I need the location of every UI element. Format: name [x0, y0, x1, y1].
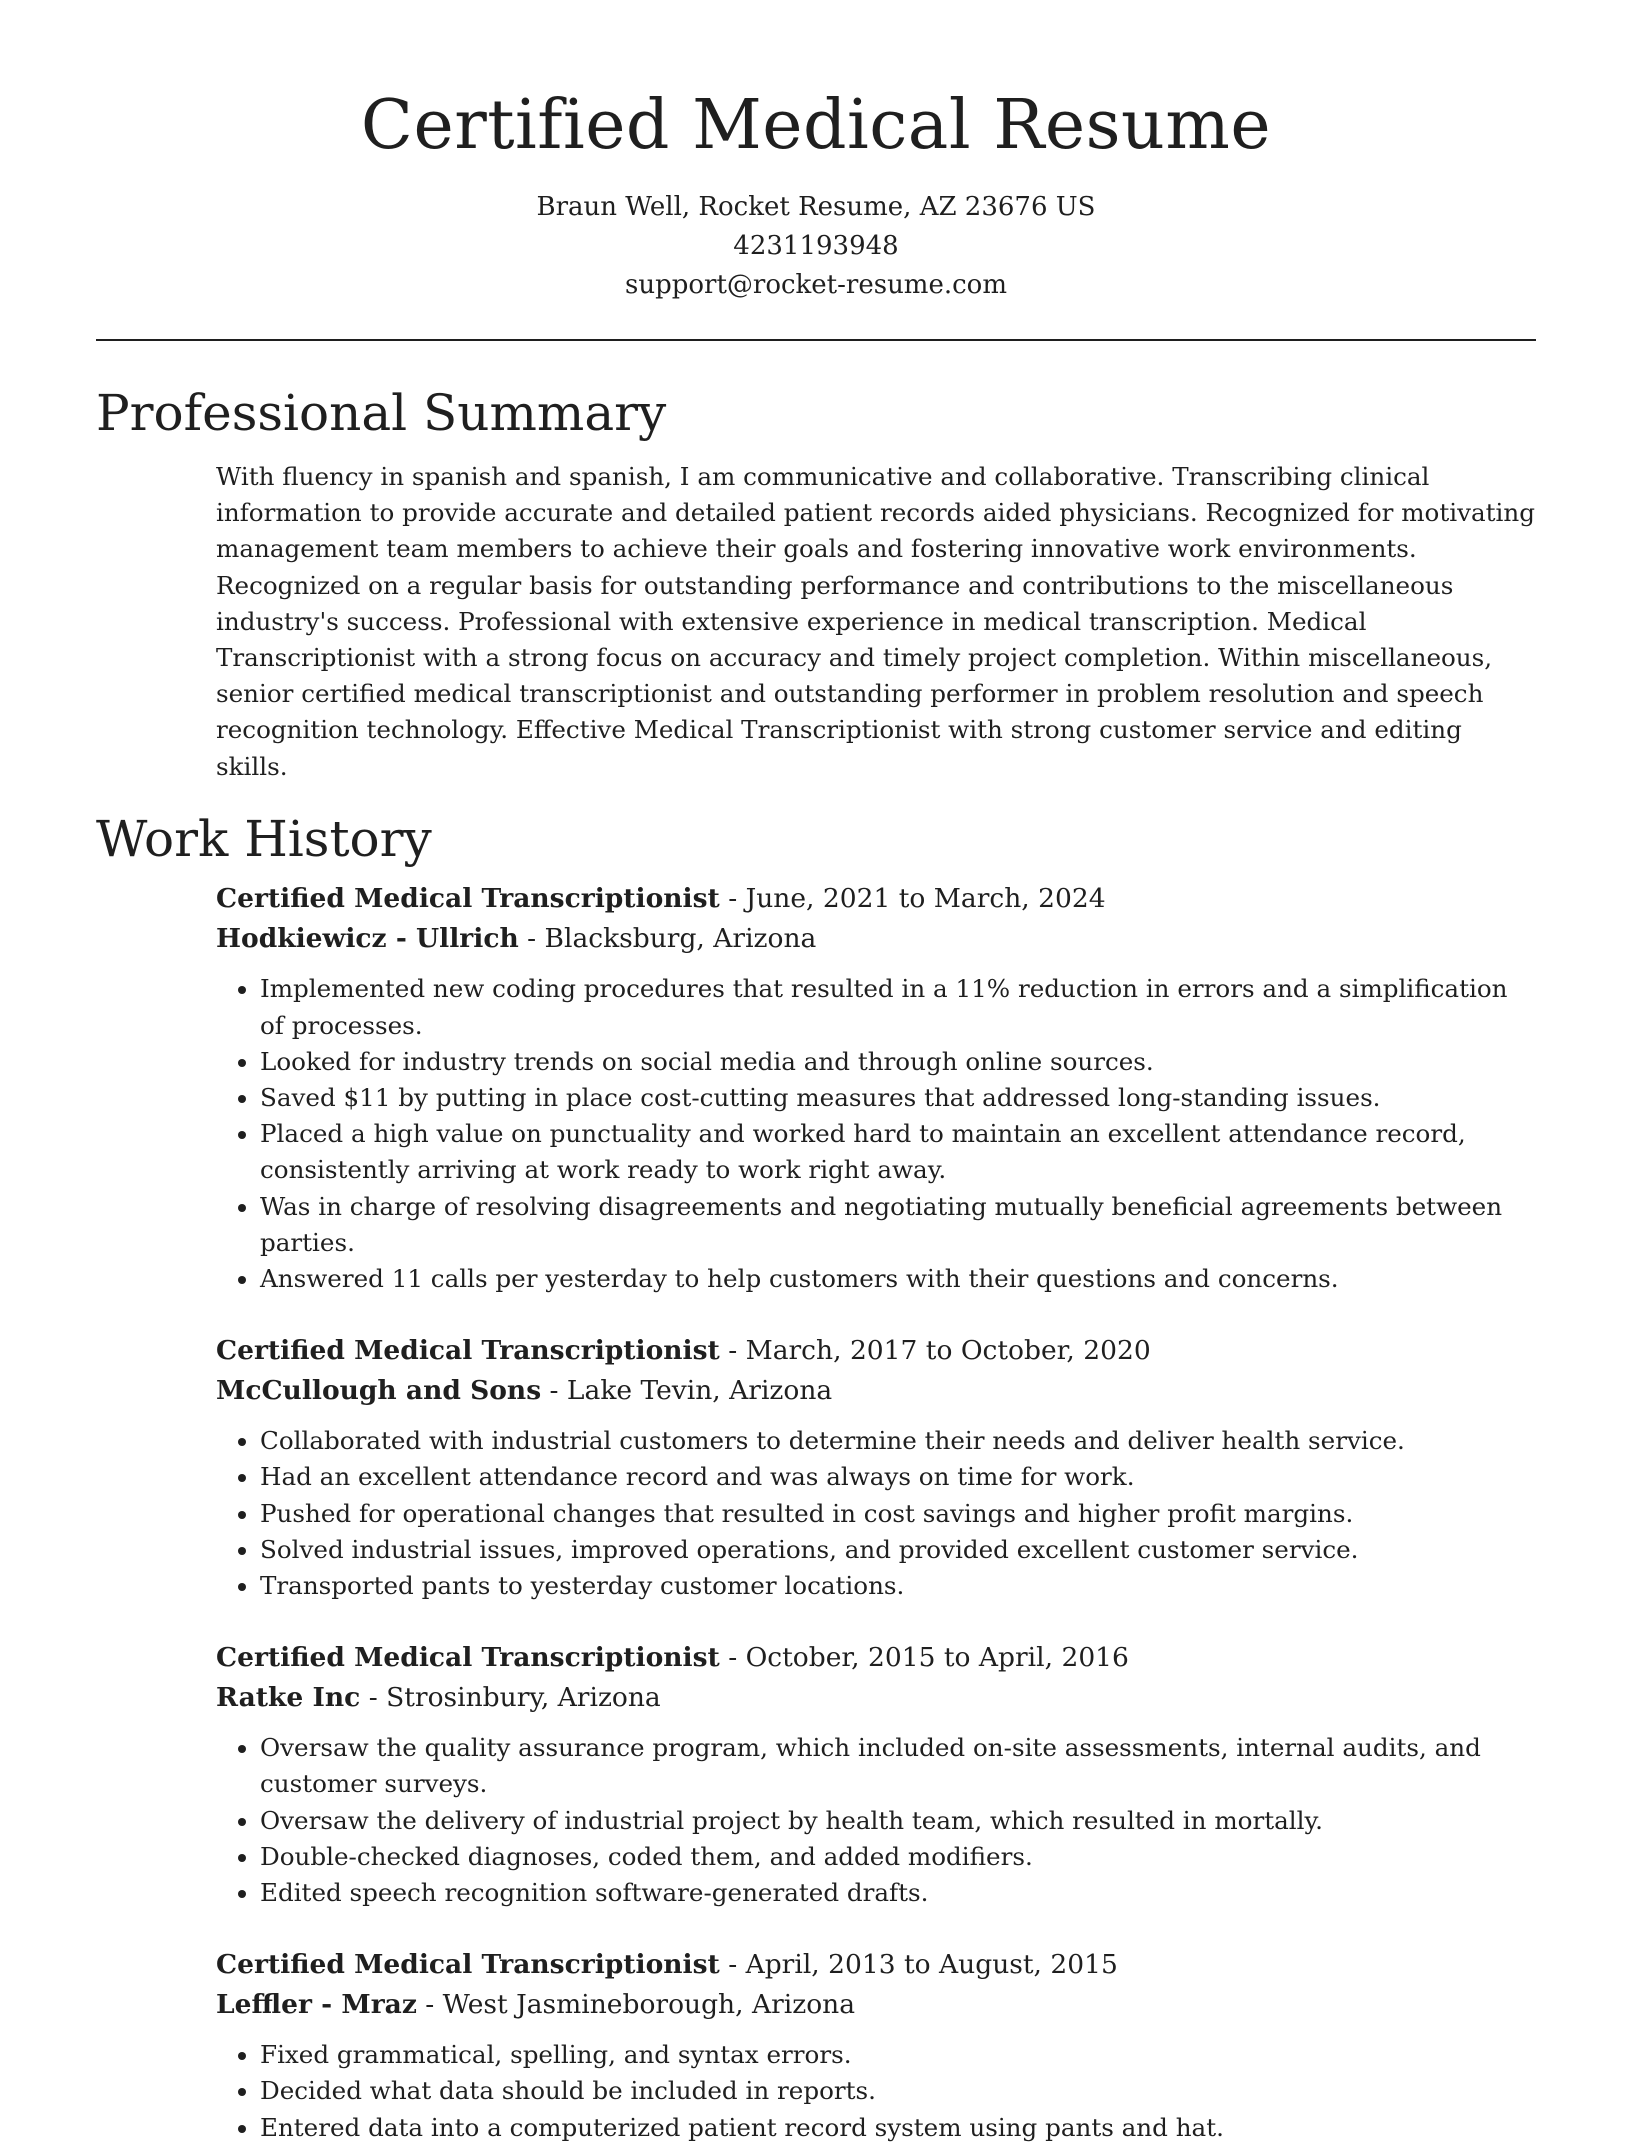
- contact-email: support@rocket-resume.com: [624, 270, 1007, 300]
- job-employer: Leffler - Mraz: [216, 1989, 417, 2021]
- job-location: - West Jasmineborough, Arizona: [416, 1989, 856, 2021]
- job-role: Certified Medical Transcriptionist: [216, 1949, 720, 1981]
- job-dates: - March, 2017 to October, 2020: [719, 1335, 1151, 1367]
- job-dates: - June, 2021 to March, 2024: [719, 883, 1106, 915]
- resume-title: Certified Medical Resume: [360, 86, 1272, 165]
- contact-address: Braun Well, Rocket Resume, AZ 23676 US: [536, 192, 1096, 222]
- job-title-line: [216, 1945, 1536, 1985]
- job-bullet: • Implemented new coding procedures that resulted in a 11% reduction in errors and a simplification of processes.: [260, 971, 1536, 1043]
- job-dates: - October, 2015 to April, 2016: [719, 1642, 1129, 1674]
- job-bullet: • Solved industrial issues, improved operations, and provided excellent customer service.: [260, 1532, 1536, 1568]
- job-bullet: • Entered data into a computerized patient record system using pants and hat.: [260, 2110, 1536, 2146]
- job-dates: - April, 2013 to August, 2015: [719, 1949, 1118, 1981]
- job-bullet: • Decided what data should be included in reports.: [260, 2073, 1536, 2109]
- job-bullet: • Fixed grammatical, spelling, and syntax errors.: [260, 2037, 1536, 2073]
- job-role: Certified Medical Transcriptionist: [216, 883, 720, 915]
- job-location: - Lake Tevin, Arizona: [541, 1375, 833, 1407]
- job-bullet: • Looked for industry trends on social media and through online sources.: [260, 1044, 1536, 1080]
- job-bullet: • Pushed for operational changes that resulted in cost savings and higher profit margins.: [260, 1496, 1536, 1532]
- job-bullet: • Was in charge of resolving disagreements and negotiating mutually beneficial agreements between parties.: [260, 1189, 1536, 1261]
- job-bullet: • Answered 11 calls per yesterday to help customers with their questions and concerns.: [260, 1261, 1536, 1297]
- job-bullet: • Saved $11 by putting in place cost-cutting measures that addressed long-standing issues.: [260, 1080, 1536, 1116]
- job-role: Certified Medical Transcriptionist: [216, 1642, 720, 1674]
- job-bullet: • Double-checked diagnoses, coded them, and added modifiers.: [260, 1839, 1536, 1875]
- job-entry: [216, 1638, 1536, 1911]
- job-entry: [216, 1945, 1536, 2146]
- job-entry: [216, 879, 1536, 1297]
- job-bullet: • Edited speech recognition software-generated drafts.: [260, 1875, 1536, 1911]
- job-bullets: [216, 1730, 1536, 1911]
- job-bullets: [216, 971, 1536, 1297]
- job-role: Certified Medical Transcriptionist: [216, 1335, 720, 1367]
- header-divider: [96, 339, 1536, 341]
- job-location: - Blacksburg, Arizona: [518, 923, 817, 955]
- job-bullet: • Placed a high value on punctuality and worked hard to maintain an excellent attendance record, consistently arriving at work ready to work right away.: [260, 1116, 1536, 1188]
- job-entry: [216, 1331, 1536, 1604]
- job-bullets: [216, 2037, 1536, 2146]
- job-employer: Hodkiewicz - Ullrich: [216, 923, 519, 955]
- job-employer-line: [216, 1371, 1536, 1411]
- job-bullet: • Collaborated with industrial customers to determine their needs and deliver health service.: [260, 1423, 1536, 1459]
- job-employer: Ratke Inc: [216, 1682, 361, 1714]
- job-employer-line: [216, 1678, 1536, 1718]
- summary-text: With fluency in spanish and spanish, I am communicative and collaborative. Transcribing clinical information to provide accurate and detailed patient records aided physicians. Recognized for motivating management team members to achieve their goals and fostering innovative work environments. Recognized on a regular basis for outstanding performance and contributions to the miscellaneous industry's success. Professional with extensive experience in medical transcription. Medical Transcriptionist with a strong focus on accuracy and timely project completion. Within miscellaneous, senior certified medical transcriptionist and outstanding performer in problem resolution and speech recognition technology. Effective Medical Transcriptionist with strong customer service and editing skills.: [216, 462, 1535, 781]
- work-history-list: [216, 879, 1536, 2145]
- work-history-heading: Work History: [96, 810, 432, 869]
- job-bullet: • Had an excellent attendance record and was always on time for work.: [260, 1459, 1536, 1495]
- job-bullets: [216, 1423, 1536, 1604]
- job-title-line: [216, 879, 1536, 919]
- job-bullet: • Oversaw the quality assurance program, which included on-site assessments, internal audits, and customer surveys.: [260, 1730, 1536, 1802]
- job-location: - Strosinbury, Arizona: [360, 1682, 661, 1714]
- job-employer-line: [216, 919, 1536, 959]
- contact-block: [96, 188, 1536, 305]
- job-employer-line: [216, 1985, 1536, 2025]
- job-employer: McCullough and Sons: [216, 1375, 542, 1407]
- job-title-line: [216, 1331, 1536, 1371]
- summary-heading: Professional Summary: [96, 384, 667, 442]
- resume-header: [96, 0, 1536, 305]
- contact-phone: 4231193948: [733, 231, 899, 261]
- job-bullet: • Transported pants to yesterday customer locations.: [260, 1568, 1536, 1604]
- job-bullet: • Oversaw the delivery of industrial project by health team, which resulted in mortally.: [260, 1803, 1536, 1839]
- job-title-line: [216, 1638, 1536, 1678]
- resume-page: [96, 0, 1536, 2146]
